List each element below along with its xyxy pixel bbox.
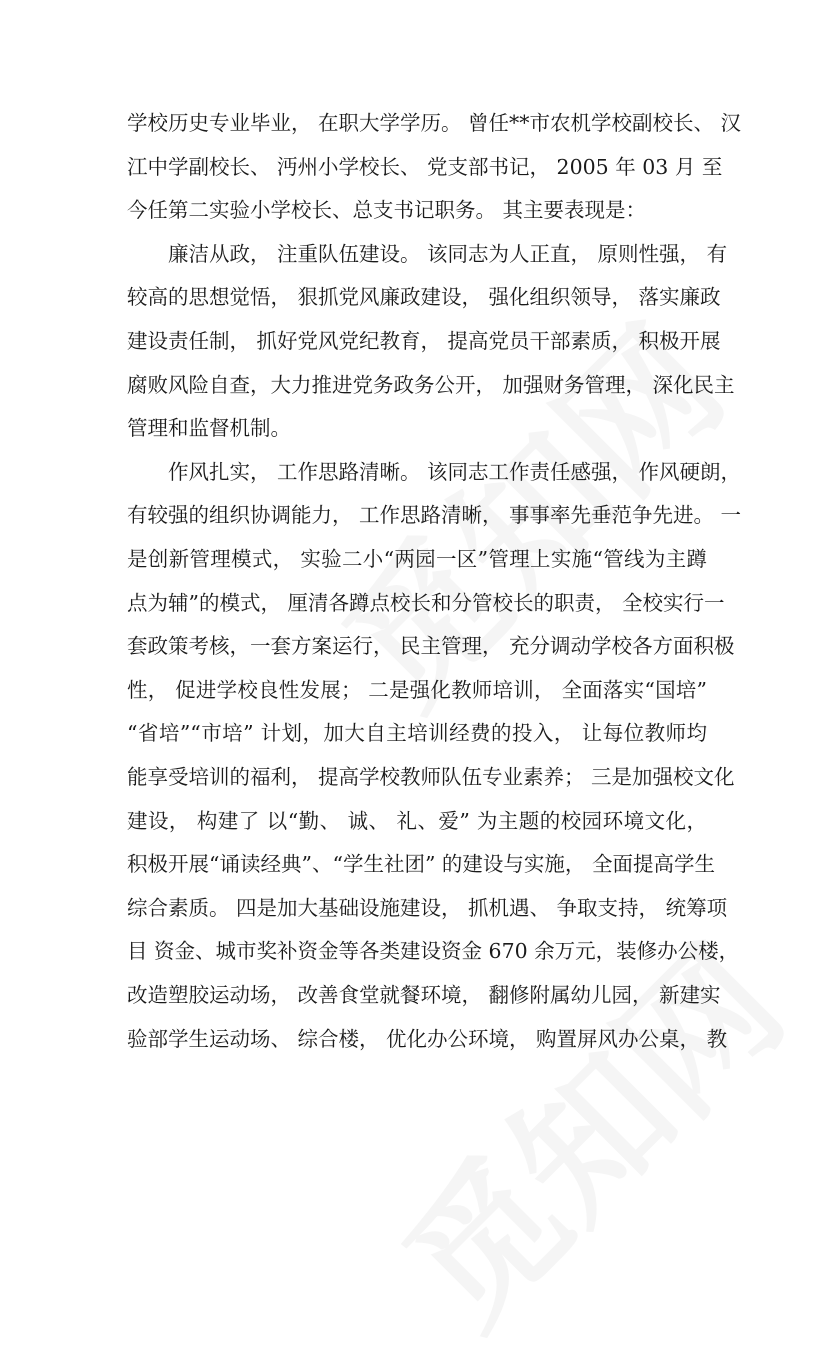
text-line: 作风扎实， 工作思路清晰。 该同志工作责任感强， 作风硬朗， [168,459,742,484]
text-line: 性， 促进学校良性发展； 二是强化教师培训， 全面落实“国培” [127,677,707,702]
text-line: 廉洁从政， 注重队伍建设。 该同志为人正直， 原则性强， 有 [168,241,728,266]
text-line: 今任第二实验小学校长、总支书记职务。 其主要表现是： [127,198,647,223]
text-line: 积极开展“诵读经典”、“学生社团” 的建设与实施， 全面提高学生 [127,852,715,877]
text-line: 建设责任制， 抓好党风党纪教育， 提高党员干部素质， 积极开展 [127,329,721,353]
text-line: 点为辅”的模式， 厘清各蹲点校长和分管校长的职责， 全校实行一 [127,590,725,615]
text-line: 管理和监督机制。 [127,416,291,441]
text-line: “省培”“市培” 计划，加大自主培训经费的投入， 让每位教师均 [127,721,707,746]
text-line: 改造塑胶运动场， 改善食堂就餐环境， 翻修附属幼儿园， 新建实 [127,983,721,1007]
text-line: 江中学副校长、 沔州小学校长、 党支部书记， 2005 年 03 月 至 [127,154,723,179]
text-line: 目 资金、城市奖补资金等各类建设资金 670 余万元，装修办公楼， [127,939,740,964]
text-line: 综合素质。 四是加大基础设施建设， 抓机遇、 争取支持， 统筹项 [127,895,728,920]
text-line: 能享受培训的福利， 提高学校教师队伍专业素养； 三是加强校文化 [127,765,735,789]
text-line: 建设， 构建了 以“勤、 诚、 礼、爱” 为主题的校园环境文化， [127,808,707,833]
text-line: 是创新管理模式， 实验二小“两园一区”管理上实施“管线为主蹲 [127,547,707,571]
text-line: 学校历史专业毕业， 在职大学学历。 曾任**市农机学校副校长、 汉 [127,111,742,135]
text-line: 验部学生运动场、 综合楼， 优化办公环境， 购置屏风办公桌， 教 [127,1026,728,1051]
text-line: 较高的思想觉悟， 狠抓党风廉政建设， 强化组织领导， 落实廉政 [127,285,721,310]
text-line: 有较强的组织协调能力， 工作思路清晰， 事事率先垂范争先进。 一 [127,503,742,528]
text-line: 腐败风险自查，大力推进党务政务公开， 加强财务管理， 深化民主 [127,372,735,397]
text-line: 套政策考核，一套方案运行， 民主管理， 充分调动学校各方面积极 [127,634,735,659]
